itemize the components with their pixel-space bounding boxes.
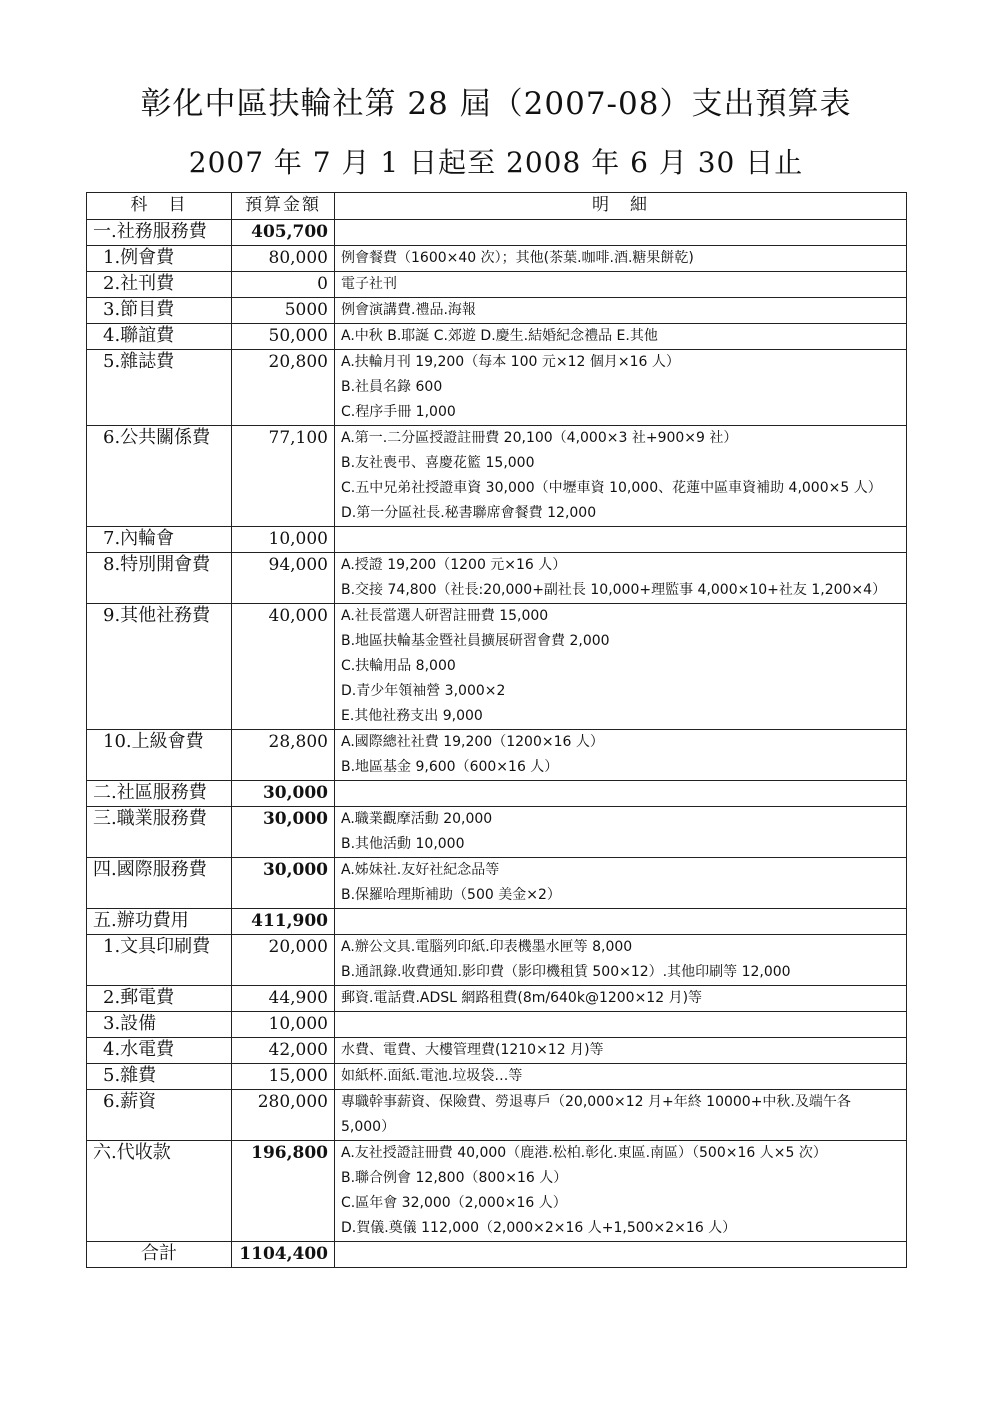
table-row [87, 1090, 907, 1141]
table-row [87, 909, 907, 935]
row-detail [335, 1038, 907, 1064]
row-item-name: 三.職業服務費 [87, 807, 232, 858]
detail-line: B.友社喪弔、喜慶花籃 15,000 [341, 455, 535, 471]
row-amount: 44,900 [232, 986, 335, 1012]
table-row [87, 220, 907, 246]
budget-table [86, 192, 907, 1268]
row-detail [335, 986, 907, 1012]
detail-line: C.扶輪用品 8,000 [341, 658, 456, 674]
row-item-name: 10.上級會費 [87, 730, 232, 781]
row-amount: 15,000 [232, 1064, 335, 1090]
row-detail [335, 272, 907, 298]
detail-line: C.區年會 32,000（2,000×16 人） [341, 1195, 567, 1211]
detail-line: A.友社授證註冊費 40,000（鹿港.松柏.彰化.東區.南區）（500×16 人×5 次） [341, 1145, 827, 1161]
detail-line: A.第一.二分區授證註冊費 20,100（4,000×3 社+900×9 社） [341, 430, 738, 446]
detail-line: 5,000） [341, 1119, 396, 1135]
detail-line: D.青少年領袖營 3,000×2 [341, 683, 506, 699]
detail-line: B.保羅哈理斯補助（500 美金×2） [341, 887, 561, 903]
total-detail [335, 1242, 907, 1268]
table-row [87, 1038, 907, 1064]
row-item-name: 1.文具印刷費 [87, 935, 232, 986]
header-detail: 明 細 [335, 193, 907, 220]
total-amount: 1104,400 [232, 1242, 335, 1268]
row-detail [335, 246, 907, 272]
detail-line: B.聯合例會 12,800（800×16 人） [341, 1170, 568, 1186]
table-row [87, 1012, 907, 1038]
table-row [87, 350, 907, 426]
row-detail [335, 350, 907, 426]
table-row [87, 781, 907, 807]
row-amount: 94,000 [232, 553, 335, 604]
row-item-name: 一.社務服務費 [87, 220, 232, 246]
row-amount: 50,000 [232, 324, 335, 350]
row-amount: 20,800 [232, 350, 335, 426]
row-amount: 405,700 [232, 220, 335, 246]
detail-line: A.姊妹社.友好社紀念品等 [341, 862, 500, 878]
detail-line: D.賀儀.奠儀 112,000（2,000×2×16 人+1,500×2×16 人） [341, 1220, 737, 1236]
table-row [87, 272, 907, 298]
detail-line: 專職幹事薪資、保險費、勞退專戶（20,000×12 月+年終 10000+中秋.及端午各 [341, 1094, 851, 1110]
row-detail [335, 324, 907, 350]
row-item-name: 9.其他社務費 [87, 604, 232, 730]
detail-line: B.地區基金 9,600（600×16 人） [341, 759, 559, 775]
row-detail [335, 935, 907, 986]
table-row [87, 553, 907, 604]
detail-line: C.程序手冊 1,000 [341, 404, 456, 420]
row-detail [335, 1141, 907, 1242]
row-amount: 196,800 [232, 1141, 335, 1242]
detail-line: B.交接 74,800（社長:20,000+副社長 10,000+理監事 4,000×10+社友 1,200×4） [341, 582, 887, 598]
table-row [87, 298, 907, 324]
row-detail [335, 298, 907, 324]
row-amount: 42,000 [232, 1038, 335, 1064]
table-row [87, 1064, 907, 1090]
row-amount: 10,000 [232, 1012, 335, 1038]
total-row [87, 1242, 907, 1268]
row-item-name: 6.薪資 [87, 1090, 232, 1141]
detail-line: A.社長當選人研習註冊費 15,000 [341, 608, 549, 624]
row-item-name: 8.特別開會費 [87, 553, 232, 604]
row-detail [335, 1090, 907, 1141]
row-detail [335, 909, 907, 935]
row-item-name: 6.公共關係費 [87, 426, 232, 527]
detail-line: 如紙杯.面紙.電池.垃圾袋…等 [341, 1068, 523, 1084]
row-item-name: 二.社區服務費 [87, 781, 232, 807]
detail-line: C.五中兄弟社授證車資 30,000（中壢車資 10,000、花蓮中區車資補助 4,000×5 人） [341, 480, 882, 496]
row-item-name: 3.節目費 [87, 298, 232, 324]
detail-line: B.其他活動 10,000 [341, 836, 465, 852]
table-row [87, 730, 907, 781]
row-item-name: 4.水電費 [87, 1038, 232, 1064]
detail-line: 例會餐費（1600×40 次）；其他(茶葉.咖啡.酒.糖果餅乾) [341, 250, 694, 266]
row-item-name: 1.例會費 [87, 246, 232, 272]
detail-line: 郵資.電話費.ADSL 網路租費(8m/640k@1200×12 月)等 [341, 990, 703, 1006]
row-detail [335, 1064, 907, 1090]
row-item-name: 5.雜誌費 [87, 350, 232, 426]
detail-line: B.社員名錄 600 [341, 379, 443, 395]
detail-line: 例會演講費.禮品.海報 [341, 302, 476, 318]
row-amount: 5000 [232, 298, 335, 324]
row-amount: 28,800 [232, 730, 335, 781]
table-row [87, 426, 907, 527]
detail-line: A.職業觀摩活動 20,000 [341, 811, 493, 827]
row-item-name: 四.國際服務費 [87, 858, 232, 909]
row-detail [335, 527, 907, 553]
row-detail [335, 781, 907, 807]
row-amount: 30,000 [232, 781, 335, 807]
table-row [87, 1141, 907, 1242]
row-amount: 30,000 [232, 807, 335, 858]
detail-line: E.其他社務支出 9,000 [341, 708, 483, 724]
row-amount: 280,000 [232, 1090, 335, 1141]
row-amount: 20,000 [232, 935, 335, 986]
row-item-name: 4.聯誼費 [87, 324, 232, 350]
row-detail [335, 426, 907, 527]
detail-line: B.通訊錄.收費通知.影印費（影印機租賃 500×12）.其他印刷等 12,000 [341, 964, 791, 980]
total-label: 合計 [87, 1242, 232, 1268]
detail-line: 水費、電費、大樓管理費(1210×12 月)等 [341, 1042, 604, 1058]
row-amount: 0 [232, 272, 335, 298]
table-row [87, 807, 907, 858]
row-item-name: 7.內輪會 [87, 527, 232, 553]
row-item-name: 2.郵電費 [87, 986, 232, 1012]
row-amount: 10,000 [232, 527, 335, 553]
detail-line: B.地區扶輪基金暨社員擴展研習會費 2,000 [341, 633, 610, 649]
table-row [87, 527, 907, 553]
table-row [87, 324, 907, 350]
row-detail [335, 553, 907, 604]
row-detail [335, 858, 907, 909]
detail-line: A.扶輪月刊 19,200（每本 100 元×12 個月×16 人） [341, 354, 680, 370]
row-detail [335, 730, 907, 781]
row-detail [335, 604, 907, 730]
row-detail [335, 220, 907, 246]
page-title: 彰化中區扶輪社第 28 屆（2007-08）支出預算表 [140, 86, 852, 122]
table-row [87, 246, 907, 272]
page-subtitle: 2007 年 7 月 1 日起至 2008 年 6 月 30 日止 [188, 146, 804, 179]
row-amount: 30,000 [232, 858, 335, 909]
row-amount: 80,000 [232, 246, 335, 272]
row-item-name: 5.雜費 [87, 1064, 232, 1090]
row-item-name: 2.社刊費 [87, 272, 232, 298]
row-amount: 77,100 [232, 426, 335, 527]
detail-line: A.國際總社社費 19,200（1200×16 人） [341, 734, 604, 750]
table-row [87, 935, 907, 986]
row-item-name: 3.設備 [87, 1012, 232, 1038]
detail-line: A.中秋 B.耶誕 C.郊遊 D.慶生.結婚紀念禮品 E.其他 [341, 328, 658, 344]
header-item: 科 目 [87, 193, 232, 220]
table-row [87, 604, 907, 730]
detail-line: D.第一分區社長.秘書聯席會餐費 12,000 [341, 505, 597, 521]
row-detail [335, 1012, 907, 1038]
row-item-name: 六.代收款 [87, 1141, 232, 1242]
table-header-row [87, 193, 907, 220]
row-item-name: 五.辦功費用 [87, 909, 232, 935]
table-row [87, 986, 907, 1012]
header-amount: 預算金額 [232, 193, 335, 220]
detail-line: A.授證 19,200（1200 元×16 人） [341, 557, 567, 573]
detail-line: 電子社刊 [341, 276, 397, 292]
table-row [87, 858, 907, 909]
detail-line: A.辦公文具.電腦列印紙.印表機墨水匣等 8,000 [341, 939, 633, 955]
row-detail [335, 807, 907, 858]
row-amount: 411,900 [232, 909, 335, 935]
row-amount: 40,000 [232, 604, 335, 730]
